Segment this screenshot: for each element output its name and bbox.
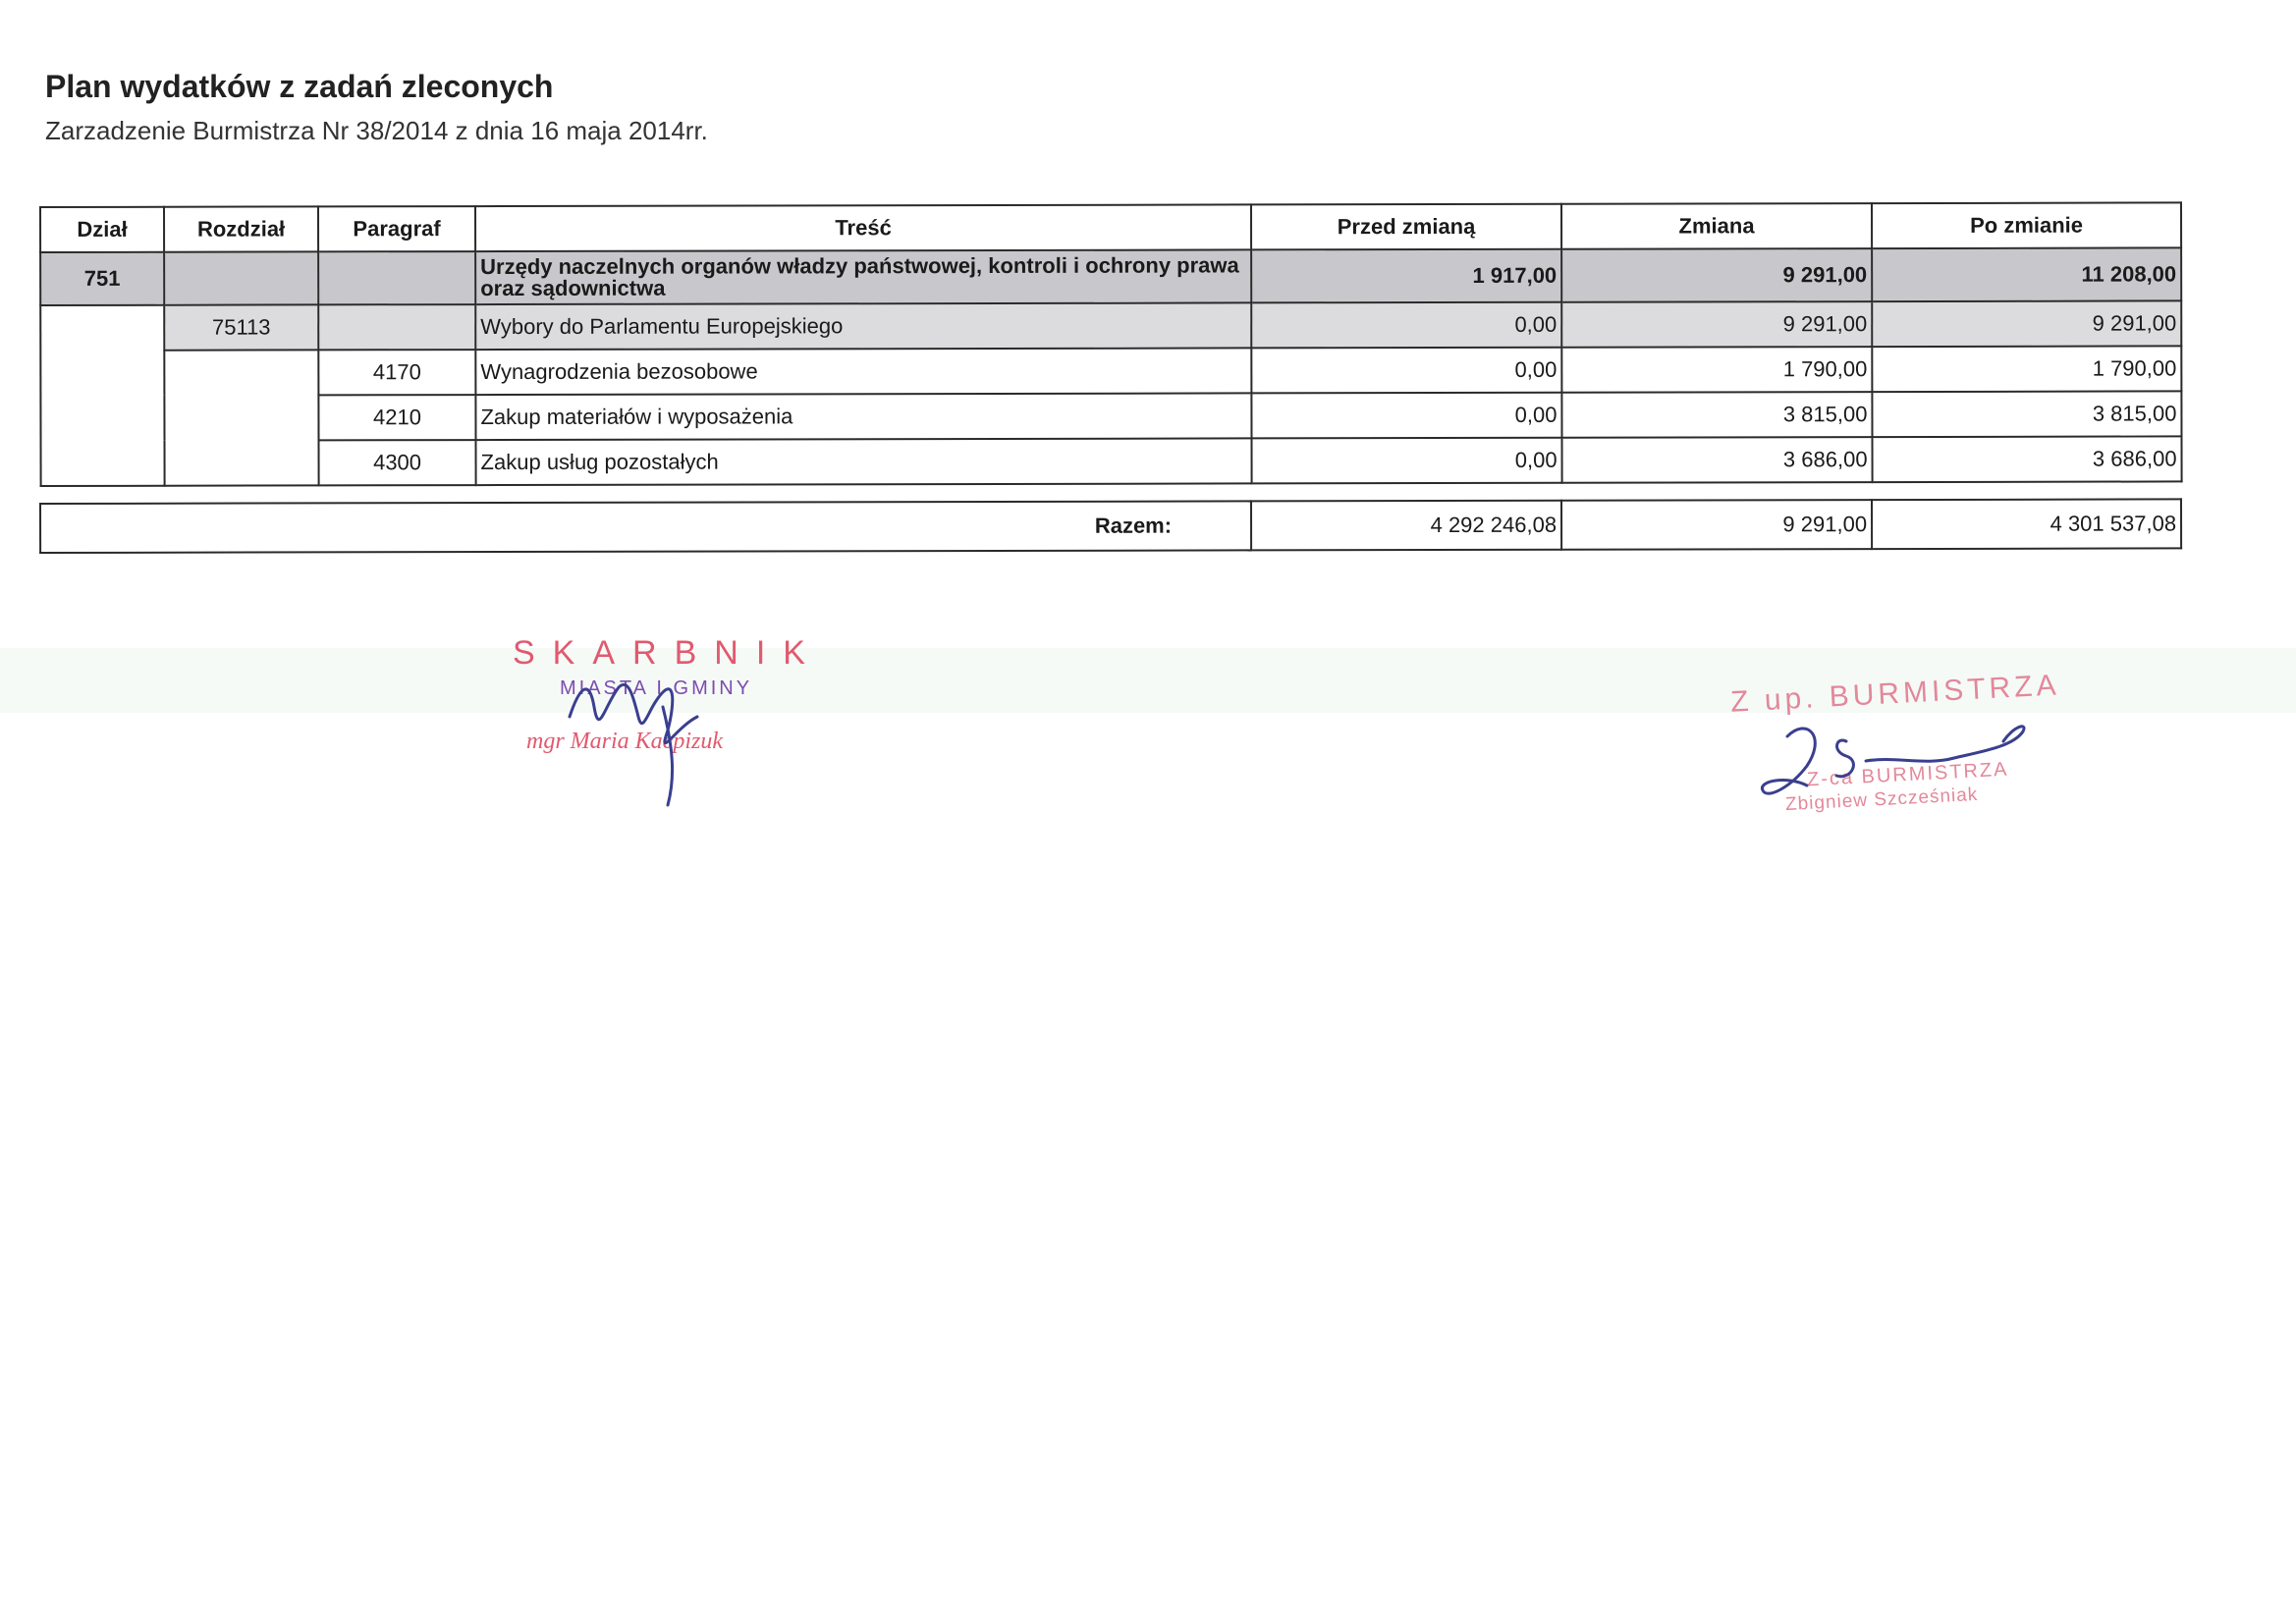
total-row xyxy=(40,499,2181,553)
cell-rozdzial-empty xyxy=(164,251,318,304)
header-dzial: Dział xyxy=(40,207,164,252)
stamp-burmistrz-name: Zbigniew Szcześniak xyxy=(1784,784,1979,816)
cell-zmiana: 3 686,00 xyxy=(1561,437,1872,483)
cell-tresc: Wybory do Parlamentu Europejskiego xyxy=(475,302,1251,350)
cell-przed-zmiana: 0,00 xyxy=(1251,393,1561,439)
stamp-burmistrz-title: Z up. BURMISTRZA xyxy=(1729,669,2061,719)
header-przed-zmiana: Przed zmianą xyxy=(1251,204,1561,250)
cell-tresc: Urzędy naczelnych organów władzy państwowej, kontroli i ochrony prawa oraz sądownictwa xyxy=(475,249,1251,304)
cell-paragraf: 4210 xyxy=(318,395,475,440)
total-po-zmianie: 4 301 537,08 xyxy=(1872,499,2181,549)
cell-tresc: Wynagrodzenia bezosobowe xyxy=(475,348,1251,395)
header-tresc: Treść xyxy=(475,204,1251,251)
header-rozdzial: Rozdział xyxy=(164,206,318,251)
stamp-skarbnik-title: SKARBNIK xyxy=(513,634,823,672)
stamp-skarbnik-name: mgr Maria Kacpizuk xyxy=(526,729,723,754)
cell-rozdzial-empty xyxy=(164,350,318,485)
cell-zmiana: 9 291,00 xyxy=(1561,248,1872,302)
cell-po-zmianie: 3 815,00 xyxy=(1872,391,2181,437)
stamp-burmistrz-subtitle: Z-ca BURMISTRZA xyxy=(1806,758,2009,791)
table-row-dzial xyxy=(40,247,2181,305)
table-row-paragraf xyxy=(40,346,2181,396)
cell-przed-zmiana: 1 917,00 xyxy=(1251,249,1561,303)
header-po-zmianie: Po zmianie xyxy=(1872,202,2181,248)
budget-table xyxy=(39,201,2183,487)
cell-po-zmianie: 3 686,00 xyxy=(1872,436,2181,482)
page-subtitle: Zarzadzenie Burmistrza Nr 38/2014 z dnia 16 maja 2014rr. xyxy=(45,116,708,145)
cell-po-zmianie: 1 790,00 xyxy=(1872,346,2181,392)
page-title: Plan wydatków z zadań zleconych xyxy=(45,69,554,104)
cell-po-zmianie: 9 291,00 xyxy=(1872,300,2181,347)
cell-przed-zmiana: 0,00 xyxy=(1251,302,1561,349)
total-zmiana: 9 291,00 xyxy=(1561,500,1872,550)
cell-dzial: 751 xyxy=(40,252,164,305)
cell-dzial-empty xyxy=(40,305,164,486)
cell-zmiana: 3 815,00 xyxy=(1561,392,1872,438)
cell-paragraf-empty xyxy=(318,251,475,304)
cell-paragraf: 4300 xyxy=(318,440,475,485)
table-header-row xyxy=(40,202,2181,252)
table-row-paragraf xyxy=(40,391,2181,441)
cell-zmiana: 9 291,00 xyxy=(1561,301,1872,348)
cell-paragraf-empty xyxy=(318,304,475,350)
cell-po-zmianie: 11 208,00 xyxy=(1872,247,2181,301)
header-zmiana: Zmiana xyxy=(1561,203,1872,249)
cell-tresc: Zakup materiałów i wyposażenia xyxy=(475,393,1251,440)
cell-tresc: Zakup usług pozostałych xyxy=(475,438,1251,485)
cell-rozdzial: 75113 xyxy=(164,304,318,350)
table-row-rozdzial xyxy=(40,300,2181,351)
cell-paragraf: 4170 xyxy=(318,350,475,395)
total-table xyxy=(39,498,2182,554)
cell-zmiana: 1 790,00 xyxy=(1561,347,1872,393)
stamp-skarbnik-subtitle: MIASTA I GMINY xyxy=(560,677,753,699)
cell-przed-zmiana: 0,00 xyxy=(1251,348,1561,394)
total-label: Razem: xyxy=(40,501,1251,553)
table-row-paragraf xyxy=(41,436,2182,486)
total-przed-zmiana: 4 292 246,08 xyxy=(1251,501,1561,551)
header-paragraf: Paragraf xyxy=(318,206,475,251)
cell-przed-zmiana: 0,00 xyxy=(1251,438,1561,484)
